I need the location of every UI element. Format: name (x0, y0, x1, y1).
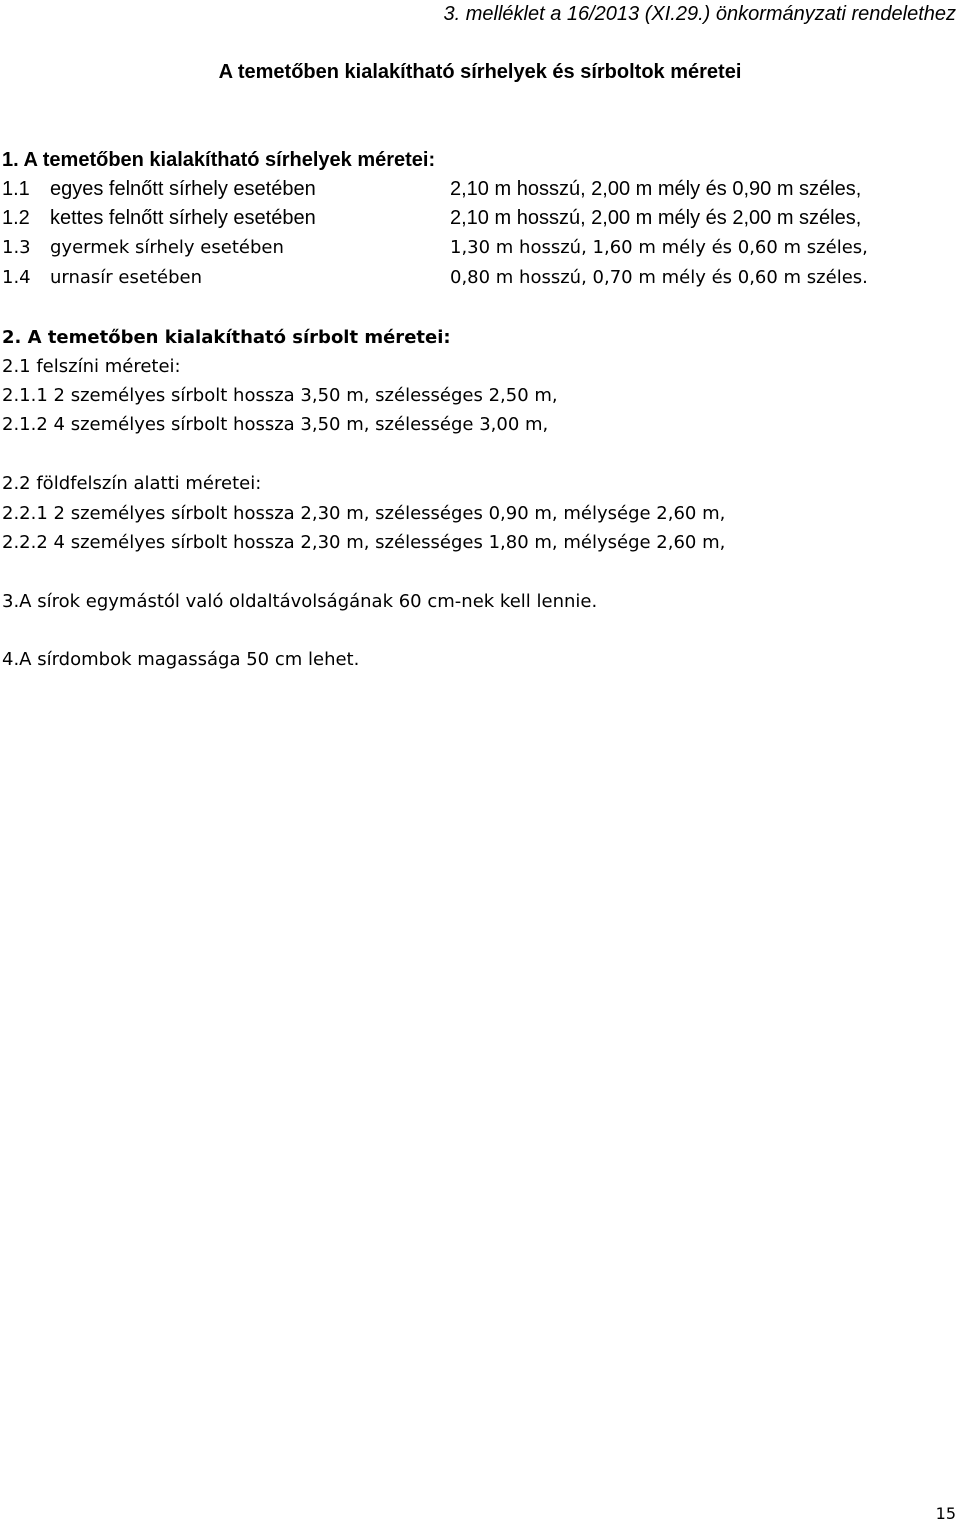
grave-size-item (2, 264, 952, 292)
section2-heading: 2. A temetőben kialakítható sírbolt méretei: (2, 327, 451, 348)
section4-text: 4.A sírdombok magassága 50 cm lehet. (2, 649, 360, 670)
grave-size-item (2, 175, 952, 203)
grave-size-item (2, 234, 952, 262)
item-label: egyes felnőtt sírhely esetében (50, 178, 316, 200)
underground-dimension-item: 2.2.2 4 személyes sírbolt hossza 2,30 m, szélességes 1,80 m, mélysége 2,60 m, (2, 532, 726, 553)
item-value: 2,10 m hosszú, 2,00 m mély és 0,90 m széles, (450, 178, 862, 200)
surface-dimension-item: 2.1.2 4 személyes sírbolt hossza 3,50 m, szélessége 3,00 m, (2, 414, 549, 435)
item-label: gyermek sírhely esetében (50, 237, 284, 258)
item-number: 1.2 (2, 207, 30, 229)
page-number: 15 (935, 1504, 956, 1523)
underground-dimensions-heading: 2.2 földfelszín alatti méretei: (2, 473, 262, 494)
section3-text: 3.A sírok egymástól való oldaltávolságának 60 cm-nek kell lennie. (2, 591, 598, 612)
item-value: 2,10 m hosszú, 2,00 m mély és 2,00 m széles, (450, 207, 862, 229)
underground-dimension-item: 2.2.1 2 személyes sírbolt hossza 2,30 m, szélességes 0,90 m, mélysége 2,60 m, (2, 503, 726, 524)
grave-size-item (2, 204, 952, 232)
surface-dimensions-heading: 2.1 felszíni méretei: (2, 356, 181, 377)
item-label: urnasír esetében (50, 267, 202, 288)
document-title: A temetőben kialakítható sírhelyek és sírboltok méretei (218, 61, 742, 83)
section1-heading: 1. A temetőben kialakítható sírhelyek méretei: (2, 149, 436, 171)
item-number: 1.1 (2, 178, 30, 200)
annex-header: 3. melléklet a 16/2013 (XI.29.) önkormányzati rendelethez (443, 3, 956, 25)
item-value: 0,80 m hosszú, 0,70 m mély és 0,60 m széles. (450, 267, 868, 288)
surface-dimension-item: 2.1.1 2 személyes sírbolt hossza 3,50 m, szélességes 2,50 m, (2, 385, 558, 406)
item-number: 1.4 (2, 267, 31, 288)
item-number: 1.3 (2, 237, 31, 258)
item-value: 1,30 m hosszú, 1,60 m mély és 0,60 m széles, (450, 237, 868, 258)
item-label: kettes felnőtt sírhely esetében (50, 207, 316, 229)
